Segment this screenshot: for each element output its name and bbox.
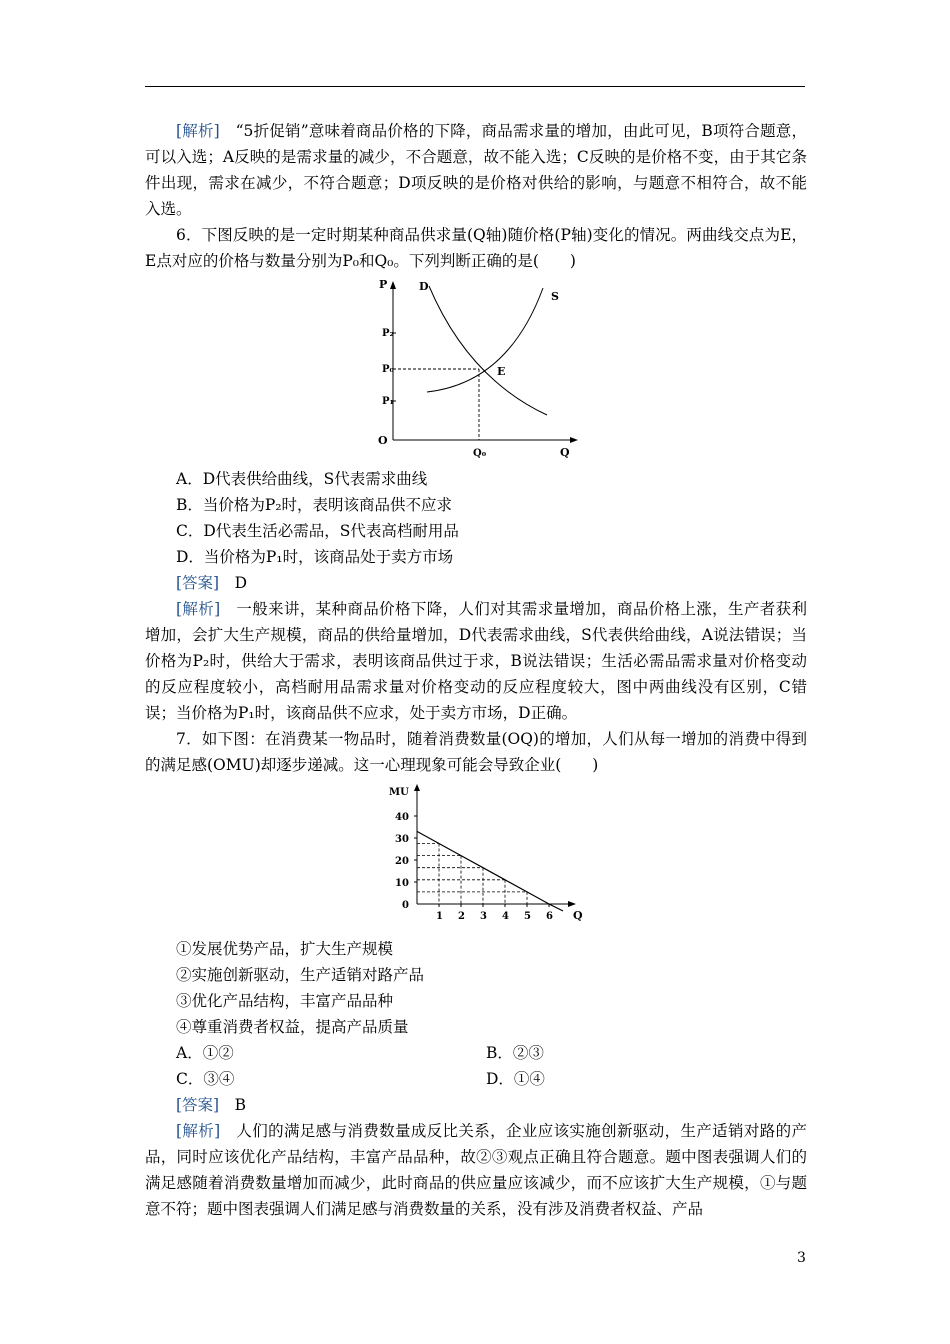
- p1-label: P₁: [382, 396, 394, 407]
- q0-label: Q₀: [473, 448, 487, 459]
- q6-analysis-text: 一般来讲，某种商品价格下降，人们对其需求量增加，商品价格上涨，生产者获利增加，会扩大生产规模，商品的供给量增加，D代表需求曲线，S代表供给曲线，A说法错误；当价格为P₂时，供给大于需求，表明该商品供过于求，B说法错误；生活必需品需求量对价格变动的反应程度较小，高档耐用品需求量对价格变动的反应程度较大，图中两曲线没有区别，C错误；当价格为P₁时，该商品供不应求，处于卖方市场，D正确。: [145, 600, 807, 722]
- page-number: 3: [797, 1250, 806, 1266]
- mu-x-tick-label-1: 1: [436, 911, 443, 922]
- q7-option-c: C．③④: [176, 1070, 235, 1088]
- demand-label: D: [419, 280, 429, 293]
- origin-label: O: [378, 434, 388, 447]
- answer-tag: [答案]: [176, 1096, 220, 1114]
- mu-y-axis-label: MU: [389, 787, 409, 798]
- mu-x-axis-arrow: [568, 901, 576, 907]
- q7-options-row-2: [145, 1066, 807, 1092]
- analysis-tag: [解析]: [176, 600, 221, 618]
- mu-curve-extension: [549, 904, 563, 911]
- header-rule: [145, 86, 805, 87]
- equilibrium-label: E: [497, 365, 506, 378]
- mu-y-tick-label-40: 40: [395, 812, 409, 823]
- q7-item-4: ④尊重消费者权益，提高产品质量: [176, 1018, 409, 1036]
- mu-y-tick-label-20: 20: [395, 856, 409, 867]
- q7-item-3: ③优化产品结构，丰富产品品种: [176, 992, 394, 1010]
- mu-y-axis-arrow: [414, 784, 420, 791]
- q7-analysis-text: 人们的满足感与消费数量成反比关系，企业应该实施创新驱动，生产适销对路的产品，同时应该优化产品结构，丰富产品品种，故②③观点正确且符合题意。题中图表强调人们的满足感随着消费数量增加而减少，此时商品的供应量应该减少，而不应该扩大生产规模，①与题意不符；题中图表强调人们满足感与消费数量的关系，没有涉及消费者权益、产品: [145, 1122, 807, 1218]
- supply-curve: [427, 288, 543, 392]
- mu-x-tick-label-5: 5: [524, 911, 531, 922]
- mu-origin-label: 0: [402, 900, 409, 911]
- q7-option-a: A．①②: [176, 1044, 234, 1062]
- q5-analysis: [145, 118, 807, 222]
- marginal-utility-chart: [373, 782, 593, 930]
- q5-analysis-text: “5折促销”意味着商品价格的下降，商品需求量的增加，由此可见，B项符合题意，可以入选；A反映的是需求量的减少，不合题意，故不能入选；C反映的是价格不变，由于其它条件出现，需求在减少，不符合题意；D项反映的是价格对供给的影响，与题意不相符合，故不能入选。: [145, 122, 807, 218]
- supply-demand-chart: [373, 278, 593, 464]
- mu-x-tick-label-2: 2: [458, 911, 465, 922]
- mu-x-tick-label-6: 6: [546, 911, 553, 922]
- mu-y-tick-label-10: 10: [395, 878, 409, 889]
- q7-item-2: ②实施创新驱动，生产适销对路产品: [176, 966, 425, 984]
- analysis-tag: [解析]: [176, 1122, 221, 1140]
- q6-option-a: A．D代表供给曲线，S代表需求曲线: [176, 470, 428, 488]
- p-axis-label: P: [379, 278, 388, 291]
- q7-item-1: ①发展优势产品，扩大生产规模: [176, 940, 394, 958]
- mu-y-tick-label-30: 30: [395, 834, 409, 845]
- answer-tag: [答案]: [176, 574, 220, 592]
- q6-option-d: D．当价格为P₁时，该商品处于卖方市场: [176, 548, 454, 566]
- q7-option-b: B．②③: [486, 1044, 544, 1062]
- q-axis-arrow: [570, 437, 578, 443]
- q7-stem: 7．如下图：在消费某一物品时，随着消费数量(OQ)的增加，人们从每一增加的消费中得到的满足感(OMU)却逐步递减。这一心理现象可能会导致企业( ): [145, 730, 807, 774]
- q7-options-row-1: [145, 1040, 807, 1066]
- p-axis-arrow: [390, 281, 396, 289]
- supply-label: S: [551, 290, 559, 303]
- q6-answer: [145, 570, 807, 596]
- q6-option-c: C．D代表生活必需品，S代表高档耐用品: [176, 522, 459, 540]
- q7-answer: [145, 1092, 807, 1118]
- analysis-tag: [解析]: [176, 122, 220, 140]
- p2-label: P₂: [382, 328, 394, 339]
- p0-label: P₀: [382, 364, 394, 375]
- q6-analysis: [145, 596, 807, 726]
- mu-x-axis-label: Q: [573, 909, 583, 922]
- q7-analysis: [145, 1118, 807, 1222]
- q6-answer-value: D: [234, 574, 248, 592]
- q6-stem: 6．下图反映的是一定时期某种商品供求量(Q轴)随价格(P轴)变化的情况。两曲线交点为E，E点对应的价格与数量分别为P₀和Q₀。下列判断正确的是( ): [145, 226, 807, 270]
- q-axis-label: Q: [560, 446, 570, 459]
- q7-option-d: D．①④: [486, 1070, 545, 1088]
- mu-x-tick-label-3: 3: [480, 911, 487, 922]
- q7-answer-value: B: [234, 1096, 247, 1114]
- mu-x-tick-label-4: 4: [502, 911, 509, 922]
- demand-curve: [429, 286, 547, 415]
- q6-option-b: B．当价格为P₂时，表明该商品供不应求: [176, 496, 453, 514]
- page-content: [145, 118, 807, 1222]
